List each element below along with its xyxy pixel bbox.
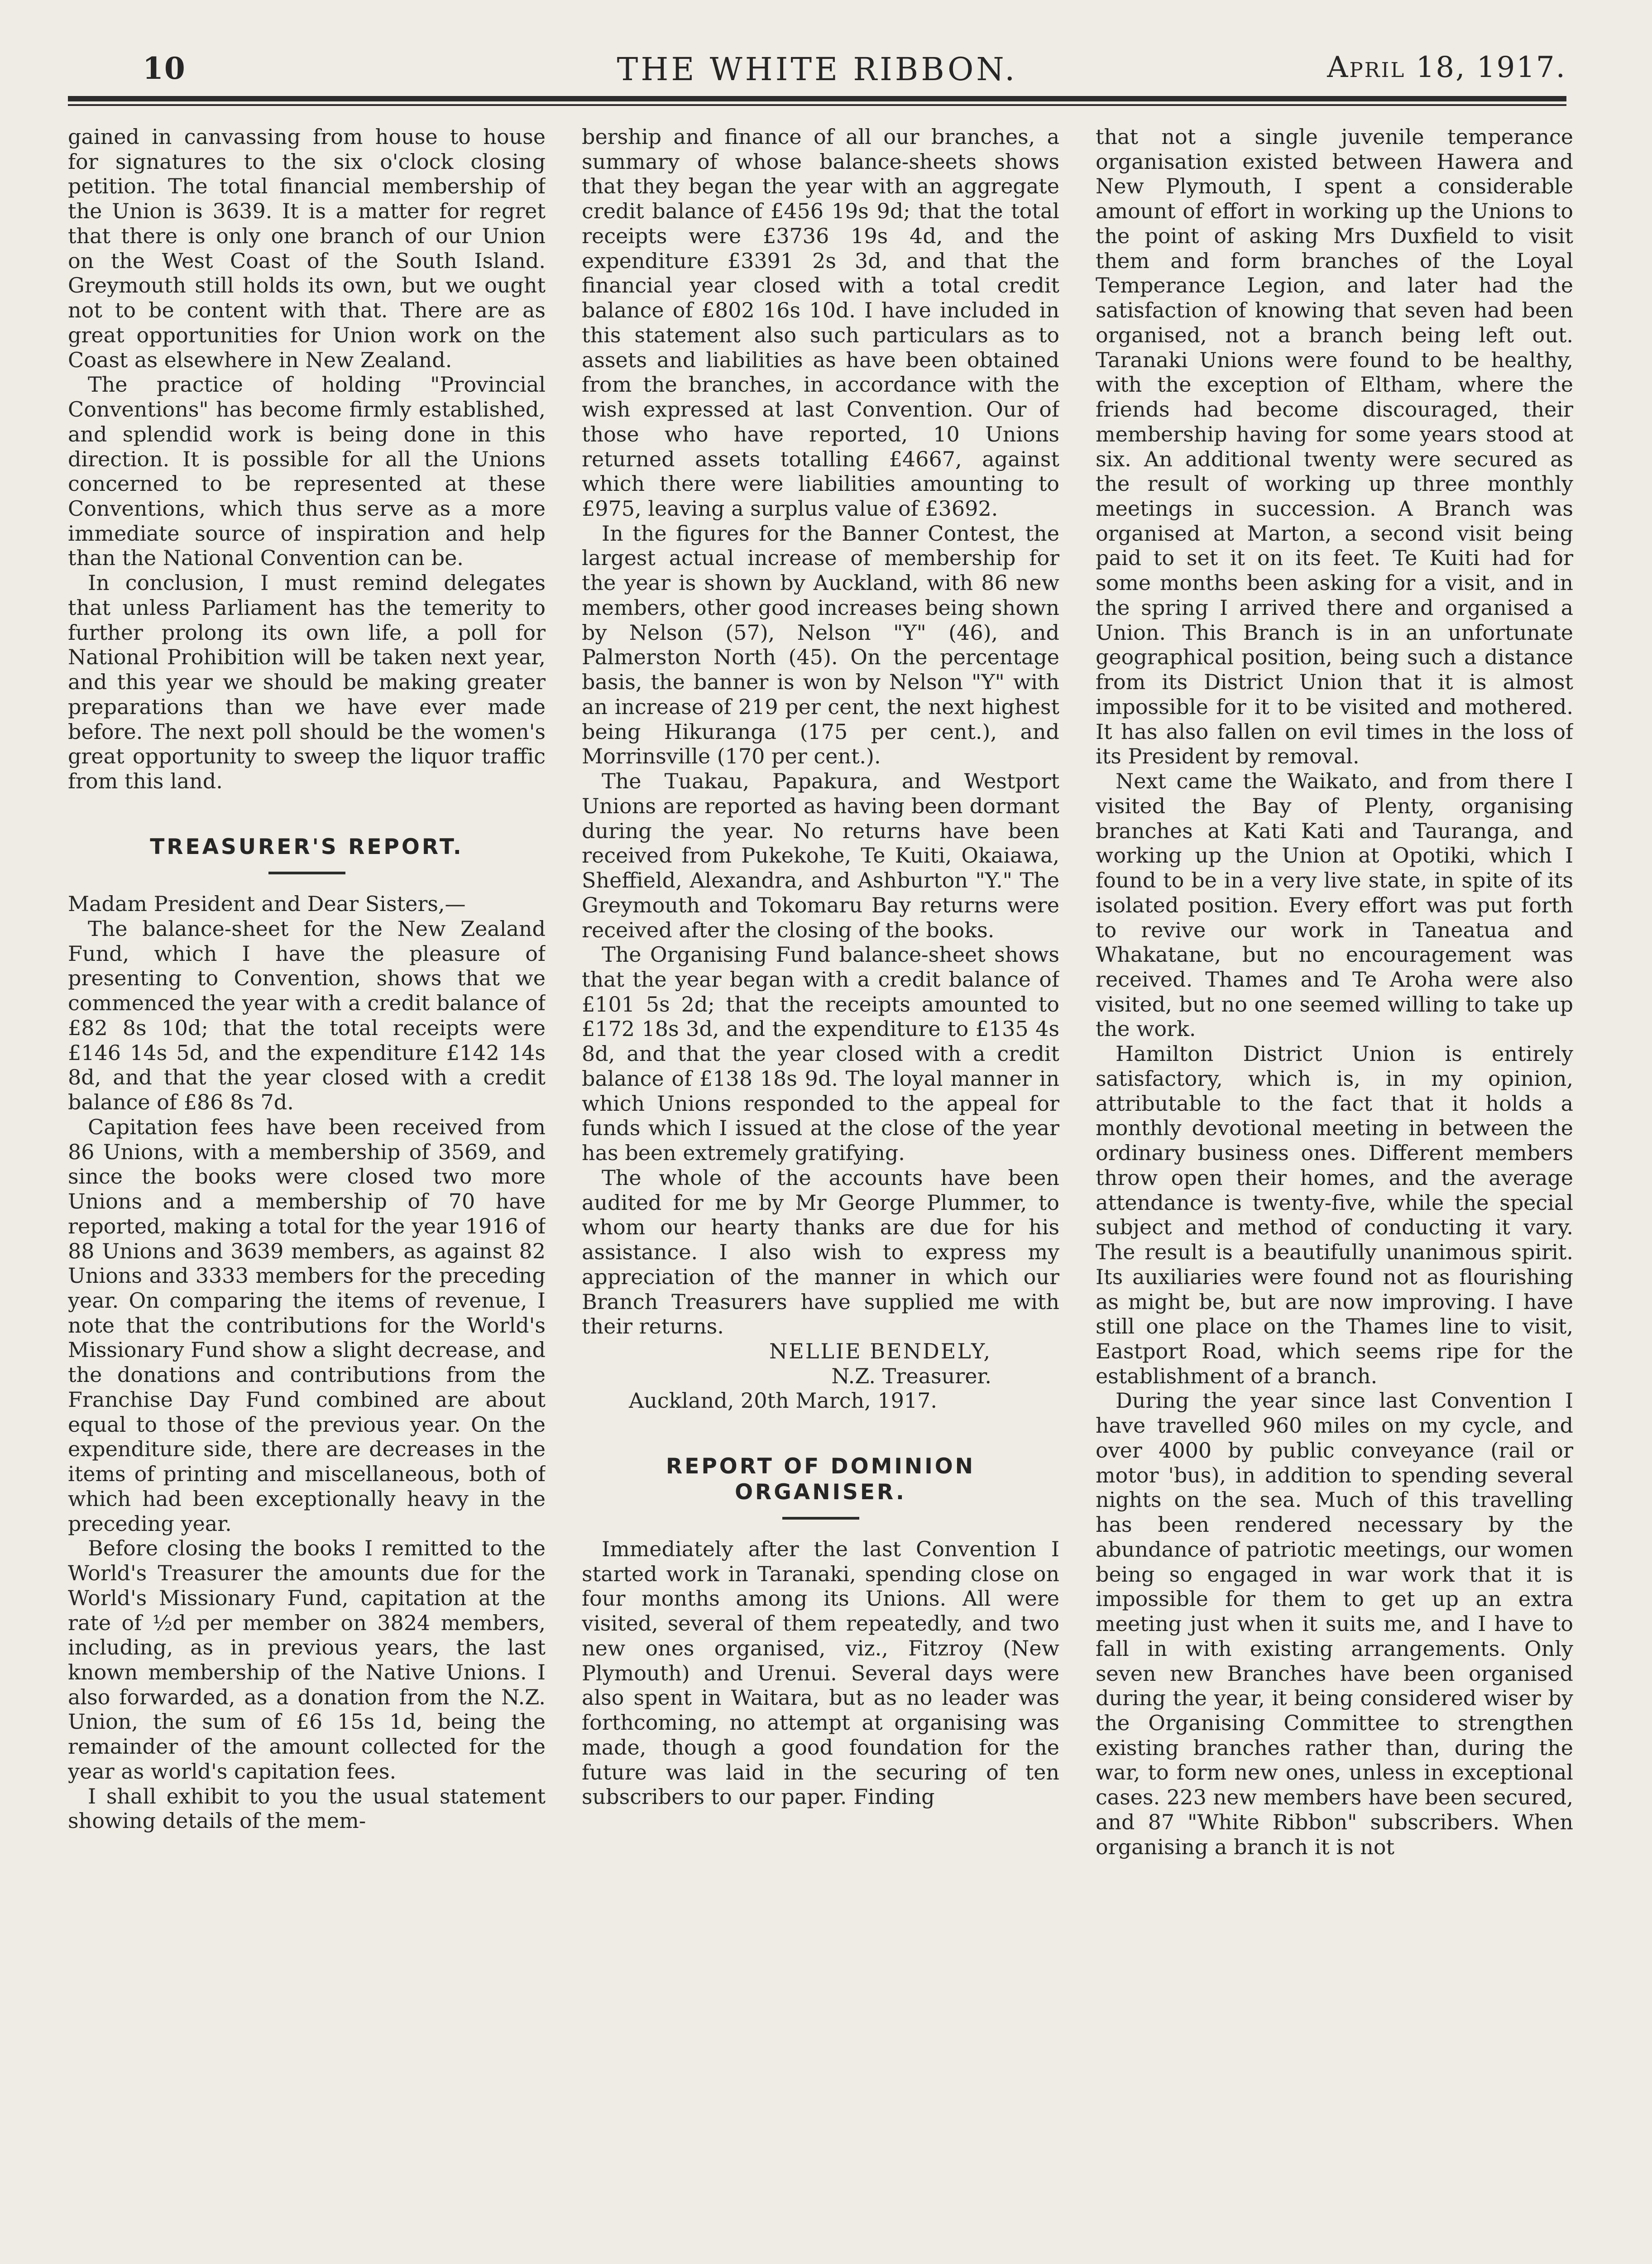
signature-name: NELLIE BENDELY, [769,1338,991,1363]
paragraph: gained in canvassing from house to house for signatures to the six o'clock closing petition. The total financial membership of the Union is 3639. It is a matter for regret that there is only one branch of our Union on the West Coast of the South Island. Greymouth still holds its own, but we ought not to be content with that. There are as great opportunities for Union work on the Coast as elsewhere in New Zealand. [68,125,546,372]
column-3 [1096,125,1573,2226]
signature-title: N.Z. Treasurer. [831,1363,991,1388]
paragraph: During the year since last Convention I have travelled 960 miles on my cycle, and over 4000 by public conveyance (rail or motor 'bus), in addition to spending several nights on the sea. Much of this travelling has been rendered necessary by the abundance of patriotic meetings, our women being so engaged in war work that it is impossible for them to get up an extra meeting just when it suits me, and I have to fall in with existing arrangements. Only seven new Branches have been organised during the year, it being considered wiser by the Organising Committee to strengthen existing branches rather than, during the war, to form new ones, unless in exceptional cases. 223 new members have been secured, and 87 "White Ribbon" subscribers. When organising a branch it is not [1096,1388,1573,1859]
signature-block [582,1339,1059,1364]
masthead-title: THE WHITE RIBBON. [617,51,1018,88]
page-header [68,51,1566,91]
heading-divider [782,1517,859,1520]
salutation: Madam President and Dear Sisters,— [68,892,466,916]
paragraph: bership and finance of all our branches, a summary of whose balance-sheets shows that they began the year with an aggregate credit balance of £456 19s 9d; that the total receipts were £3736 19s 4d, and the expenditure £3391 2s 3d, and that the financial year closed with a total credit balance of £802 16s 10d. I have included in this statement also such particulars as to assets and liabilities as have been obtained from the branches, in accordance with the wish expressed at last Convention. Our of those who have reported, 10 Unions returned assets totalling £4667, against which there were liabilities amounting to £975, leaving a surplus value of £3692. [582,125,1059,521]
paragraph: In conclusion, I must remind delegates that unless Parliament has the temerity to further prolong its own life, a poll for National Prohibition will be taken next year, and this year we should be making greater preparations than we have ever made before. The next poll should be the women's great opportunity to sweep the liquor traffic from this land. [68,571,546,794]
heading-divider [268,872,345,874]
paragraph: The balance-sheet for the New Zealand Fund, which I have the pleasure of presenting to Convention, shows that we commenced the year with a credit balance of £82 8s 10d; that the total receipts were £146 14s 5d, and the expenditure £142 14s 8d, and that the year closed with a credit balance of £86 8s 7d. [68,916,546,1115]
paragraph: Next came the Waikato, and from there I visited the Bay of Plenty, organising branches at Kati Kati and Tauranga, and working up the Union at Opotiki, which I found to be in a very live state, in spite of its isolated position. Every effort was put forth to revive our work in Taneatua and Whakatane, but no encouragement was received. Thames and Te Aroha were also visited, but no one seemed willing to take up the work. [1096,769,1573,1041]
paragraph: The whole of the accounts have been audited for me by Mr George Plummer, to whom our hearty thanks are due for his assistance. I also wish to express my appreciation of the manner in which our Branch Treasurers have supplied me with their returns. [582,1165,1059,1339]
paragraph: The practice of holding "Provincial Conventions" has become firmly established, and splendid work is being done in this direction. It is possible for all the Unions concerned to be represented at these Conventions, which thus serve as a more immediate source of inspiration and help than the National Convention can be. [68,372,546,571]
paragraph: that not a single juvenile temperance organisation existed between Hawera and New Plymouth, I spent a considerable amount of effort in working up the Unions to the point of asking Mrs Duxfield to visit them and form branches of the Loyal Temperance Legion, and later had the satisfaction of knowing that seven had been organised, not a branch being left out. Taranaki Unions were found to be healthy, with the exception of Eltham, where the friends had become discouraged, their membership having for some years stood at six. An additional twenty were secured as the result of working up three monthly meetings in succession. A Branch was organised at Marton, a second visit being paid to set it on its feet. Te Kuiti had for some months been asking for a visit, and in the spring I arrived there and organised a Union. This Branch is in an unfortunate geographical position, being such a distance from its District Union that it is almost impossible for it to be visited and mothered. It has also fallen on evil times in the loss of its President by removal. [1096,125,1573,769]
paragraph: Hamilton District Union is entirely satisfactory, which is, in my opinion, attributable to the fact that it holds a monthly devotional meeting in between the ordinary business ones. Different members throw open their homes, and the average attendance is twenty-five, while the special subject and method of conducting it vary. The result is a beautifully unanimous spirit. Its auxiliaries were found not as flourishing as might be, but are now improving. I have still one place on the Thames line to visit, Eastport Road, which seems ripe for the establishment of a branch. [1096,1041,1573,1388]
paragraph: The Organising Fund balance-sheet shows that the year began with a credit balance of £101 5s 2d; that the receipts amounted to £172 18s 3d, and the expenditure to £135 4s 8d, and that the year closed with a credit balance of £138 18s 9d. The loyal manner in which Unions responded to the appeal for funds which I issued at the close of the year has been extremely gratifying. [582,942,1059,1166]
signature-title-line [582,1364,1059,1389]
paragraph: I shall exhibit to you the usual statement showing details of the mem- [68,1784,546,1833]
section-heading-organiser-report: REPORT OF DOMINION ORGANISER. [666,1454,975,1505]
signature-place-date: Auckland, 20th March, 1917. [629,1388,938,1413]
header-rule-thick [68,96,1566,101]
paragraph: In the figures for the Banner Contest, the largest actual increase of membership for the year is shown by Auckland, with 86 new members, other good increases being shown by Nelson (57), Nelson "Y" (46), and Palmerston North (45). On the percentage basis, the banner is won by Nelson "Y" with an increase of 219 per cent, the next highest being Hikuranga (175 per cent.), and Morrinsville (170 per cent.). [582,521,1059,769]
paragraph: Capitation fees have been received from 86 Unions, with a membership of 3569, and since the books were closed two more Unions and a membership of 70 have reported, making a total for the year 1916 of 88 Unions and 3639 members, as against 82 Unions and 3333 members for the preceding year. On comparing the items of revenue, I note that the contributions for the World's Missionary Fund show a slight decrease, and the donations and contributions from the Franchise Day Fund combined are about equal to those of the previous year. On the expenditure side, there are decreases in the items of printing and miscellaneous, both of which had been exceptionally heavy in the preceding year. [68,1114,546,1536]
page-number: 10 [143,51,186,86]
header-rule-thin [68,104,1566,106]
paragraph: The Tuakau, Papakura, and Westport Unions are reported as having been dormant during the year. No returns have been received from Pukekohe, Te Kuiti, Okaiawa, Sheffield, Alexandra, and Ashburton "Y." The Greymouth and Tokomaru Bay returns were received after the closing of the books. [582,769,1059,942]
issue-date: April 18, 1917. [1327,51,1566,84]
column-1 [68,125,546,2226]
section-heading-treasurers-report: TREASURER'S REPORT. [150,834,464,859]
paragraph: Immediately after the last Convention I started work in Taranaki, spending close on four months among its Unions. All were visited, several of them repeatedly, and two new ones organised, viz., Fitzroy (New Plymouth) and Urenui. Several days were also spent in Waitara, but as no leader was forthcoming, no attempt at organising was made, though a good foundation for the future was laid in the securing of ten subscribers to our paper. Finding [582,1536,1059,1809]
paragraph: Before closing the books I remitted to the World's Treasurer the amounts due for the World's Missionary Fund, capitation at the rate of ½d per member on 3824 members, including, as in previous years, the last known membership of the Native Unions. I also forwarded, as a donation from the N.Z. Union, the sum of £6 15s 1d, being the remainder of the amount collected for the year as world's capitation fees. [68,1536,546,1784]
column-2 [582,125,1059,2226]
